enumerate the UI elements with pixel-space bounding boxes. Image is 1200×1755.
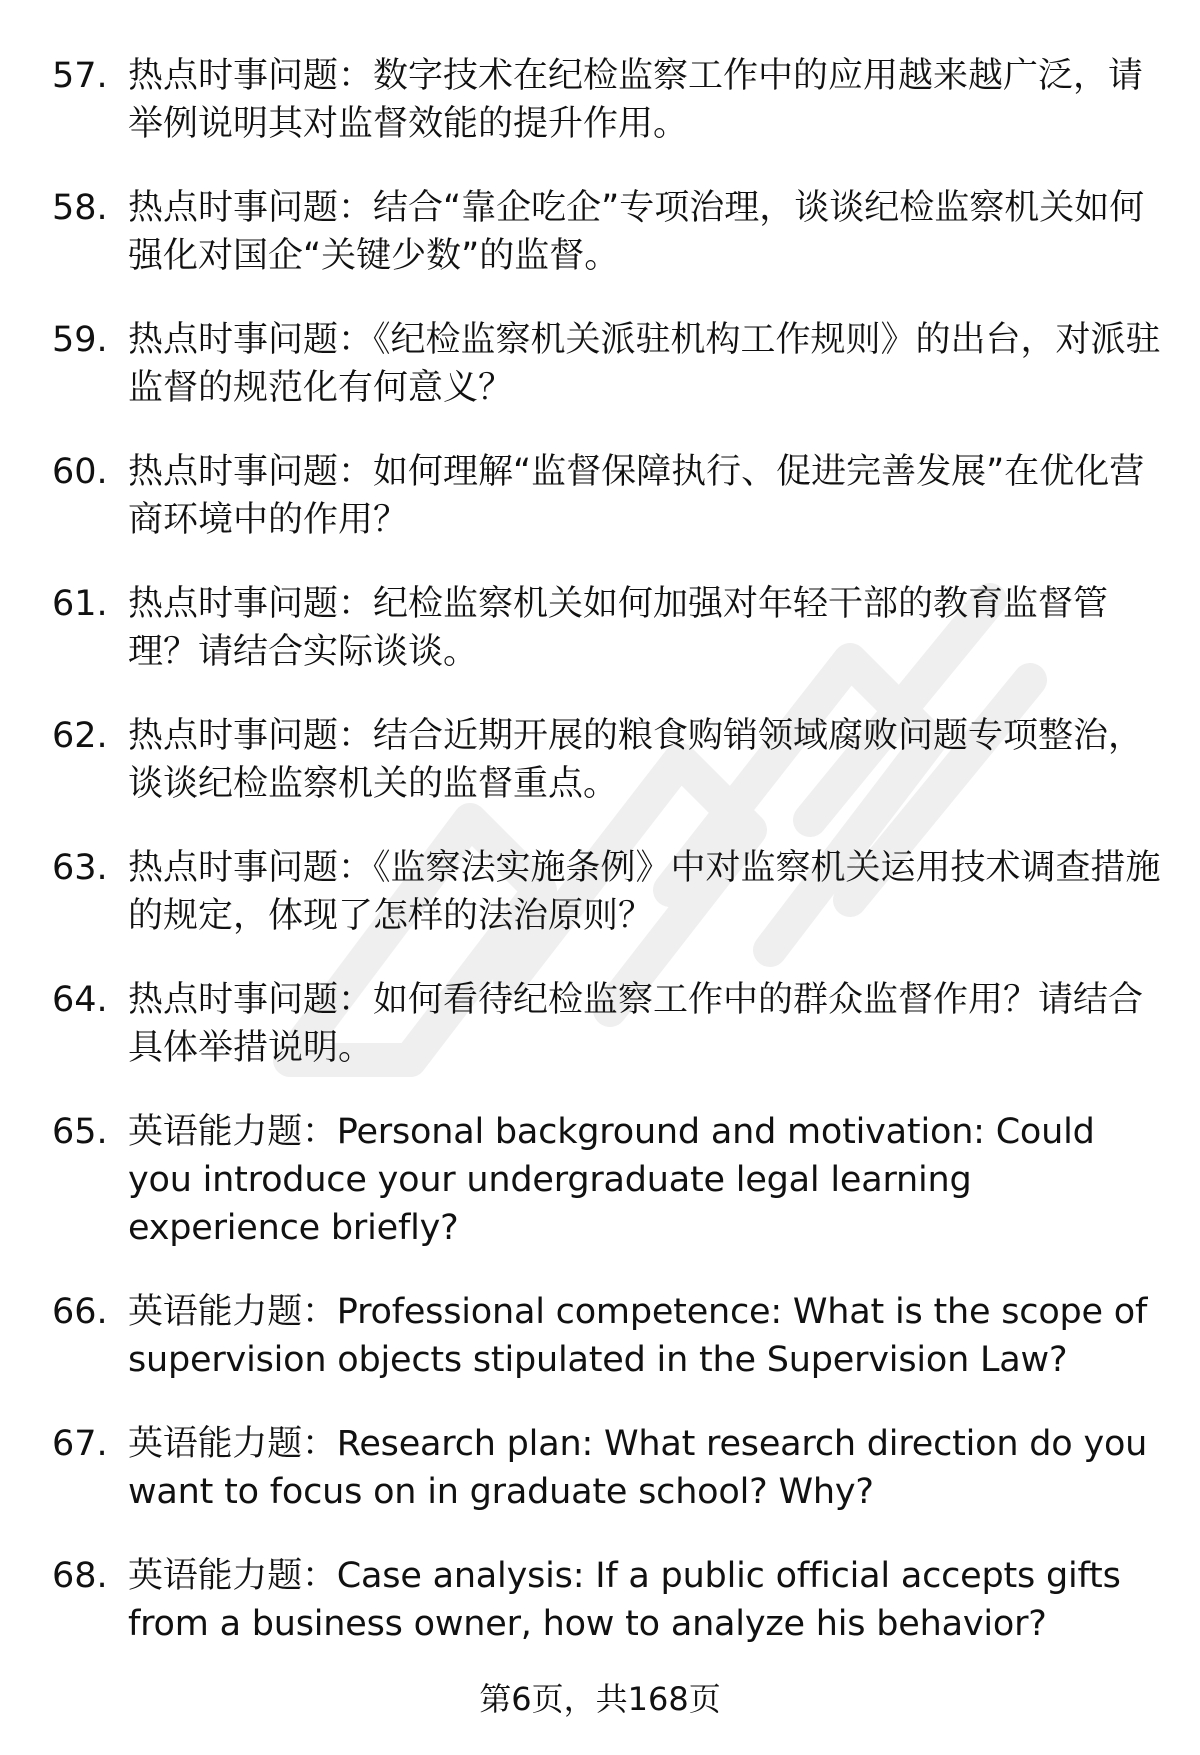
question-number: 58. bbox=[52, 188, 108, 228]
question-item-68 bbox=[52, 1552, 1162, 1648]
question-item-63 bbox=[52, 844, 1162, 940]
question-number: 61. bbox=[52, 584, 108, 624]
question-text: 英语能力题：Professional competence: What is the scope of supervision objects stipulated in the Supervision Law? bbox=[128, 1292, 1148, 1380]
page-number-label: 第6页，共168页 bbox=[479, 1680, 721, 1718]
question-number: 64. bbox=[52, 980, 108, 1020]
question-item-64 bbox=[52, 976, 1162, 1072]
question-text: 英语能力题：Personal background and motivation: Could you introduce your undergraduate legal learning experience briefly? bbox=[128, 1112, 1095, 1248]
question-item-62 bbox=[52, 712, 1162, 808]
question-text: 热点时事问题：《监察法实施条例》中对监察机关运用技术调查措施的规定，体现了怎样的法治原则？ bbox=[128, 848, 1161, 936]
question-item-61 bbox=[52, 580, 1162, 676]
question-item-65 bbox=[52, 1108, 1162, 1252]
question-number: 59. bbox=[52, 320, 108, 360]
question-number: 67. bbox=[52, 1424, 108, 1464]
question-item-66 bbox=[52, 1288, 1162, 1384]
question-number: 62. bbox=[52, 716, 108, 756]
question-text: 热点时事问题：数字技术在纪检监察工作中的应用越来越广泛，请举例说明其对监督效能的提升作用。 bbox=[128, 56, 1144, 144]
question-text: 热点时事问题：《纪检监察机关派驻机构工作规则》的出台，对派驻监督的规范化有何意义？ bbox=[128, 320, 1161, 408]
question-text: 热点时事问题：如何理解“监督保障执行、促进完善发展”在优化营商环境中的作用？ bbox=[128, 452, 1145, 540]
question-text: 热点时事问题：结合近期开展的粮食购销领域腐败问题专项整治，谈谈纪检监察机关的监督重点。 bbox=[128, 716, 1144, 804]
question-number: 63. bbox=[52, 848, 108, 888]
question-number: 66. bbox=[52, 1292, 108, 1332]
question-number: 60. bbox=[52, 452, 108, 492]
question-number: 65. bbox=[52, 1112, 108, 1152]
question-item-60 bbox=[52, 448, 1162, 544]
question-item-59 bbox=[52, 316, 1162, 412]
question-text: 英语能力题：Case analysis: If a public official accepts gifts from a business owner, how to analyze his behavior? bbox=[128, 1556, 1121, 1644]
page-footer bbox=[0, 1677, 1200, 1721]
question-text: 热点时事问题：纪检监察机关如何加强对年轻干部的教育监督管理？请结合实际谈谈。 bbox=[128, 584, 1109, 672]
question-text: 热点时事问题：如何看待纪检监察工作中的群众监督作用？请结合具体举措说明。 bbox=[128, 980, 1144, 1068]
question-text: 热点时事问题：结合“靠企吃企”专项治理，谈谈纪检监察机关如何强化对国企“关键少数”的监督。 bbox=[128, 188, 1145, 276]
question-item-57 bbox=[52, 52, 1162, 148]
question-number: 57. bbox=[52, 56, 108, 96]
question-text: 英语能力题：Research plan: What research direction do you want to focus on in graduate school? Why? bbox=[128, 1424, 1148, 1512]
question-item-58 bbox=[52, 184, 1162, 280]
question-list bbox=[52, 52, 1162, 1684]
question-number: 68. bbox=[52, 1556, 108, 1596]
question-item-67 bbox=[52, 1420, 1162, 1516]
